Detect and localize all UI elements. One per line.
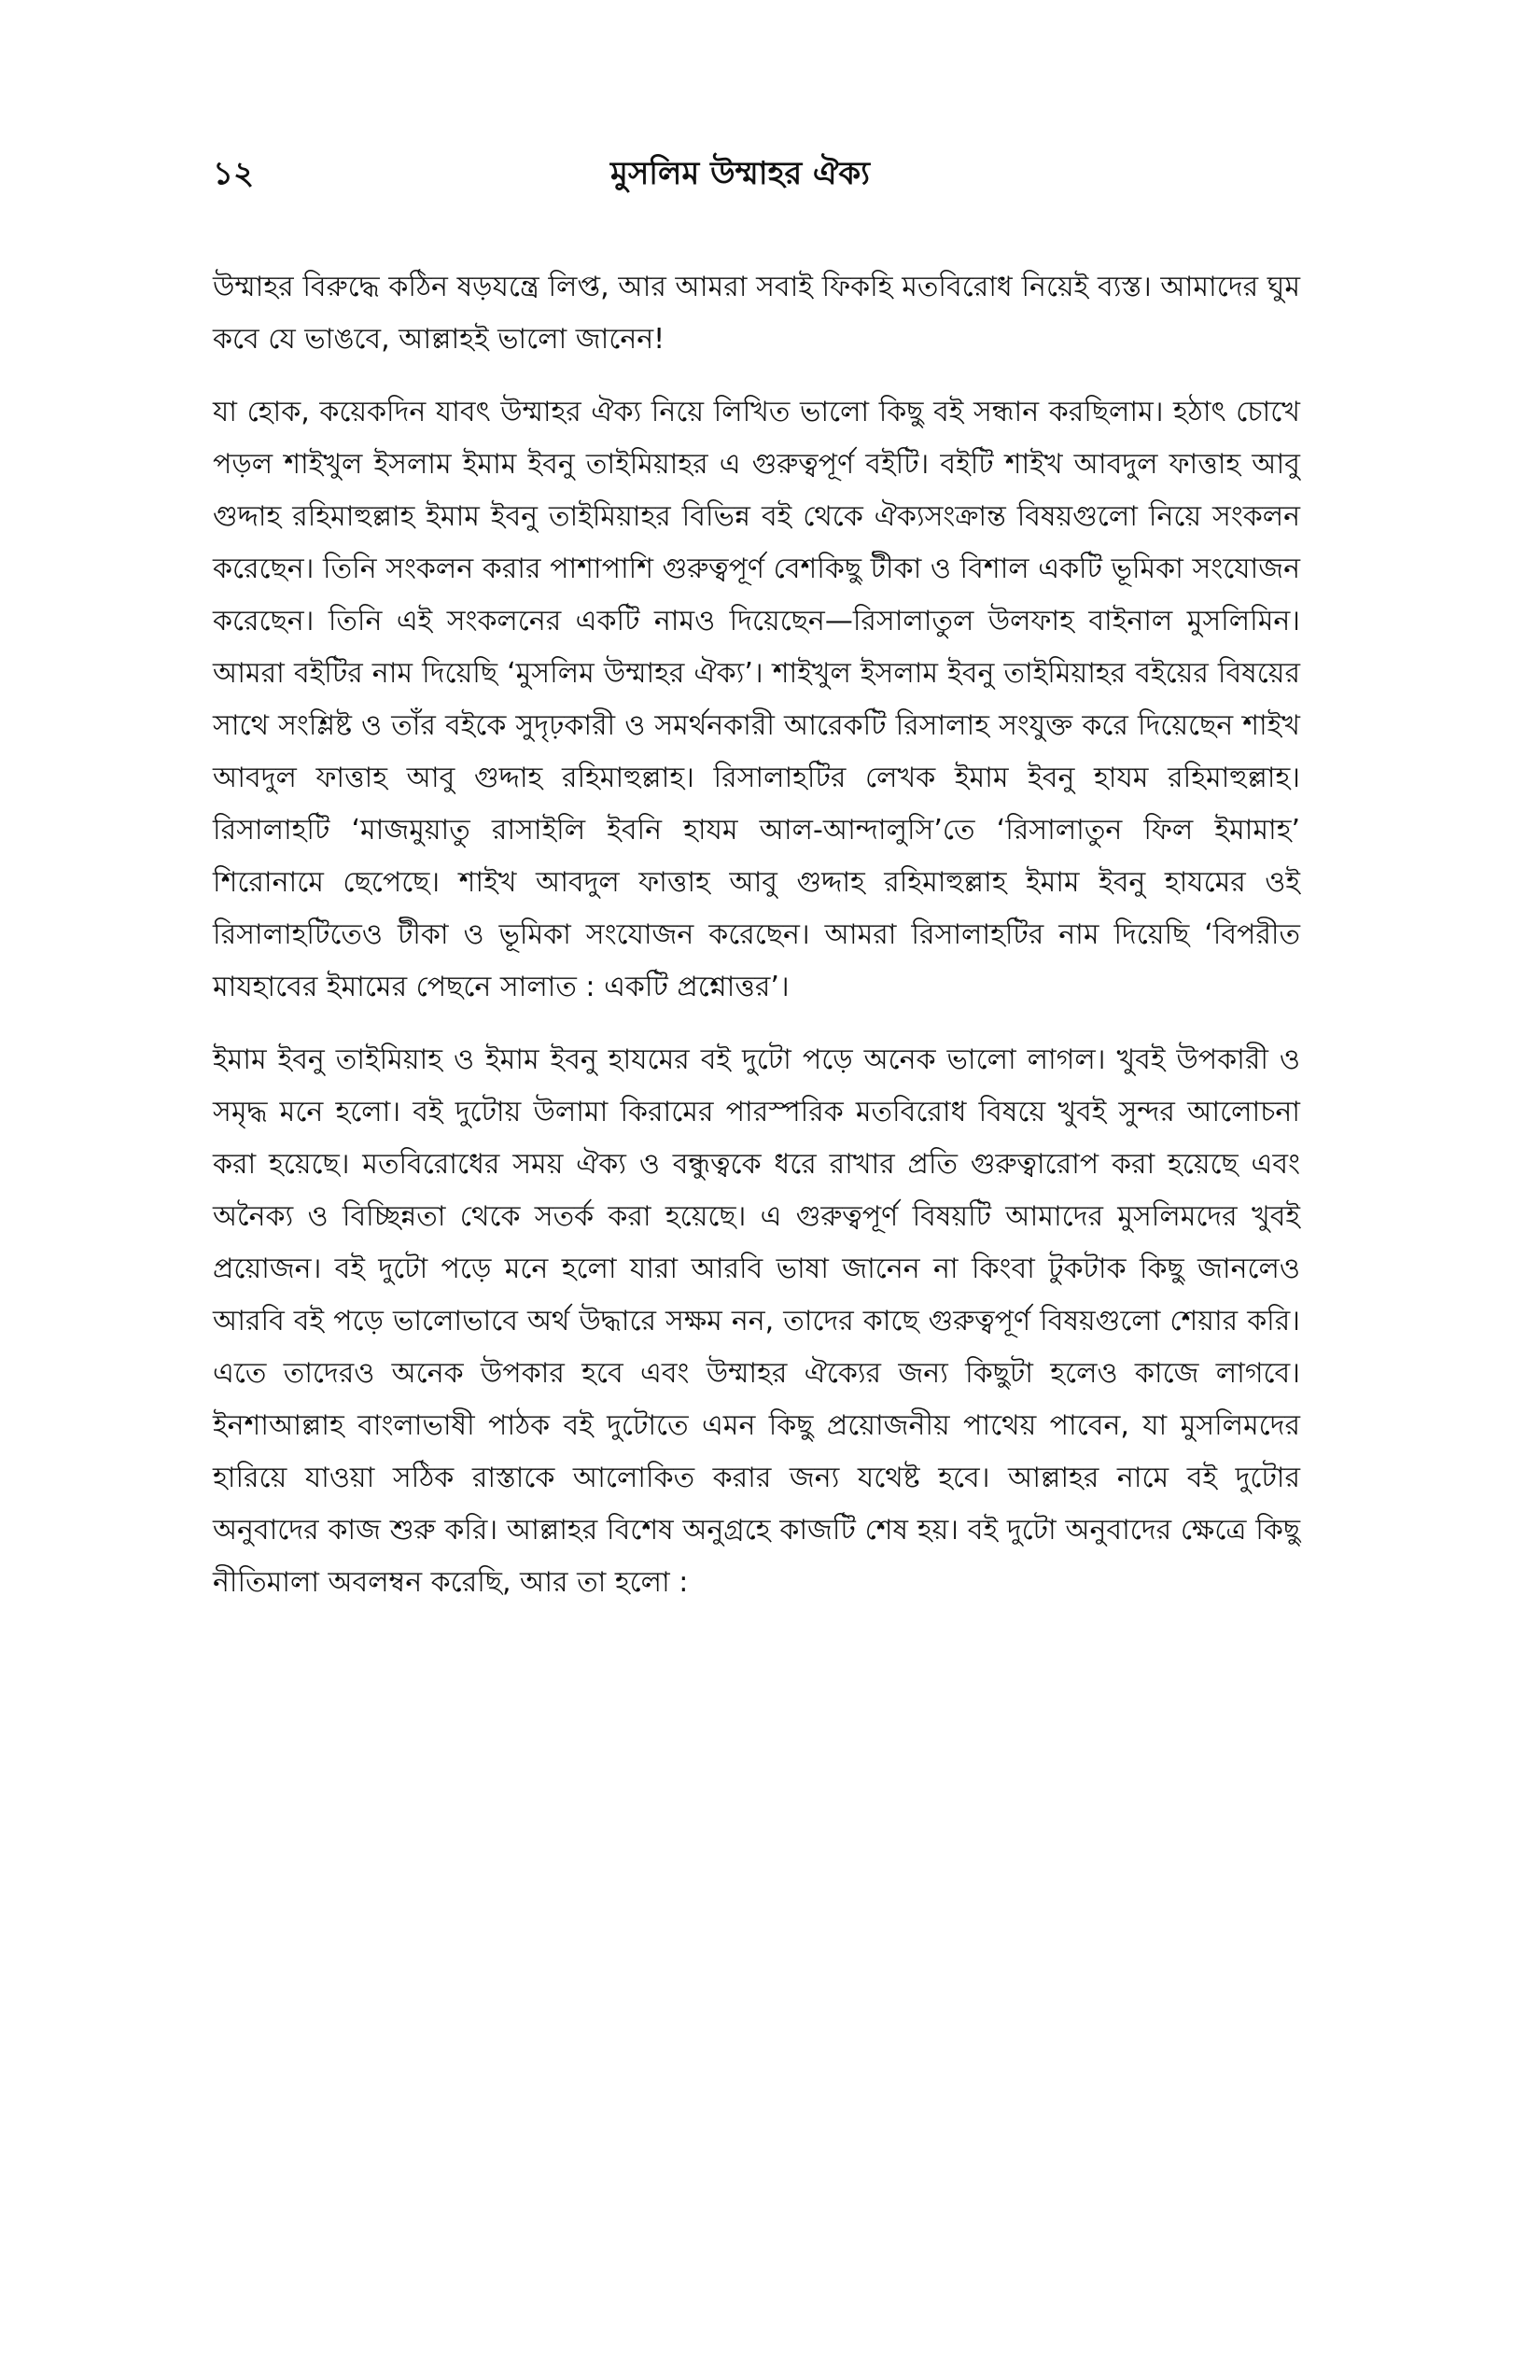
paragraph-3: ইমাম ইবনু তাইমিয়াহ ও ইমাম ইবনু হাযমের বই দুটো পড়ে অনেক ভালো লাগল। খুবই উপকারী ও সমৃদ্ধ মনে হলো। বই দুটোয় উলামা কিরামের পারস্পরিক মতবিরোধ বিষয়ে খুবই সুন্দর আলোচনা করা হয়েছে। মতবিরোধের সময় ঐক্য ও বন্ধুত্বকে ধরে রাখার প্রতি গুরুত্বারোপ করা হয়েছে এবং অনৈক্য ও বিচ্ছিন্নতা থেকে সতর্ক করা হয়েছে। এ গুরুত্বপূর্ণ বিষয়টি আমাদের মুসলিমদের খুবই প্রয়োজন। বই দুটো পড়ে মনে হলো যারা আরবি ভাষা জানেন না কিংবা টুকটাক কিছু জানলেও আরবি বই পড়ে ভালোভাবে অর্থ উদ্ধারে সক্ষম নন, তাদের কাছে গুরুত্বপূর্ণ বিষয়গুলো শেয়ার করি। এতে তাদেরও অনেক উপকার হবে এবং উম্মাহর ঐক্যের জন্য কিছুটা হলেও কাজে লাগবে। ইনশাআল্লাহ বাংলাভাষী পাঠক বই দুটোতে এমন কিছু প্রয়োজনীয় পাথেয় পাবেন, যা মুসলিমদের হারিয়ে যাওয়া সঠিক রাস্তাকে আলোকিত করার জন্য যথেষ্ট হবে। আল্লাহর নামে বই দুটোর অনুবাদের কাজ শুরু করি। আল্লাহর বিশেষ অনুগ্রহে কাজটি শেষ হয়। বই দুটো অনুবাদের ক্ষেত্রে কিছু নীতিমালা অবলম্বন করেছি, আর তা হলো :: [213, 1043, 1300, 1599]
paragraph-1: উম্মাহর বিরুদ্ধে কঠিন ষড়যন্ত্রে লিপ্ত, আর আমরা সবাই ফিকহি মতবিরোধ নিয়েই ব্যস্ত। আমাদের ঘুম কবে যে ভাঙবে, আল্লাহই ভালো জানেন!: [213, 271, 1300, 356]
paragraph-2: যা হোক, কয়েকদিন যাবৎ উম্মাহর ঐক্য নিয়ে লিখিত ভালো কিছু বই সন্ধান করছিলাম। হঠাৎ চোখে পড়ল শাইখুল ইসলাম ইমাম ইবনু তাইমিয়াহর এ গুরুত্বপূর্ণ বইটি। বইটি শাইখ আবদুল ফাত্তাহ আবু গুদ্দাহ রহিমাহুল্লাহ ইমাম ইবনু তাইমিয়াহর বিভিন্ন বই থেকে ঐক্যসংক্রান্ত বিষয়গুলো নিয়ে সংকলন করেছেন। তিনি সংকলন করার পাশাপাশি গুরুত্বপূর্ণ বেশকিছু টীকা ও বিশাল একটি ভূমিকা সংযোজন করেছেন। তিনি এই সংকলনের একটি নামও দিয়েছেন—রিসালাতুল উলফাহ বাইনাল মুসলিমিন। আমরা বইটির নাম দিয়েছি ‘মুসলিম উম্মাহর ঐক্য’। শাইখুল ইসলাম ইবনু তাইমিয়াহর বইয়ের বিষয়ের সাথে সংশ্লিষ্ট ও তাঁর বইকে সুদৃঢ়কারী ও সমর্থনকারী আরেকটি রিসালাহ সংযুক্ত করে দিয়েছেন শাইখ আবদুল ফাত্তাহ আবু গুদ্দাহ রহিমাহুল্লাহ। রিসালাহটির লেখক ইমাম ইবনু হাযম রহিমাহুল্লাহ। রিসালাহটি ‘মাজমুয়াতু রাসাইলি ইবনি হাযম আল-আন্দালুসি’তে ‘রিসালাতুন ফিল ইমামাহ’ শিরোনামে ছেপেছে। শাইখ আবদুল ফাত্তাহ আবু গুদ্দাহ রহিমাহুল্লাহ ইমাম ইবনু হাযমের ওই রিসালাহটিতেও টীকা ও ভূমিকা সংযোজন করেছেন। আমরা রিসালাহটির নাম দিয়েছি ‘বিপরীত মাযহাবের ইমামের পেছনে সালাত : একটি প্রশ্নোত্তর’।: [213, 396, 1300, 1003]
page-number: ১২: [213, 155, 255, 192]
running-title: মুসলিম উম্মাহর ঐক্য: [609, 155, 871, 192]
running-header: [213, 146, 1267, 202]
body-text: [213, 261, 1300, 1630]
